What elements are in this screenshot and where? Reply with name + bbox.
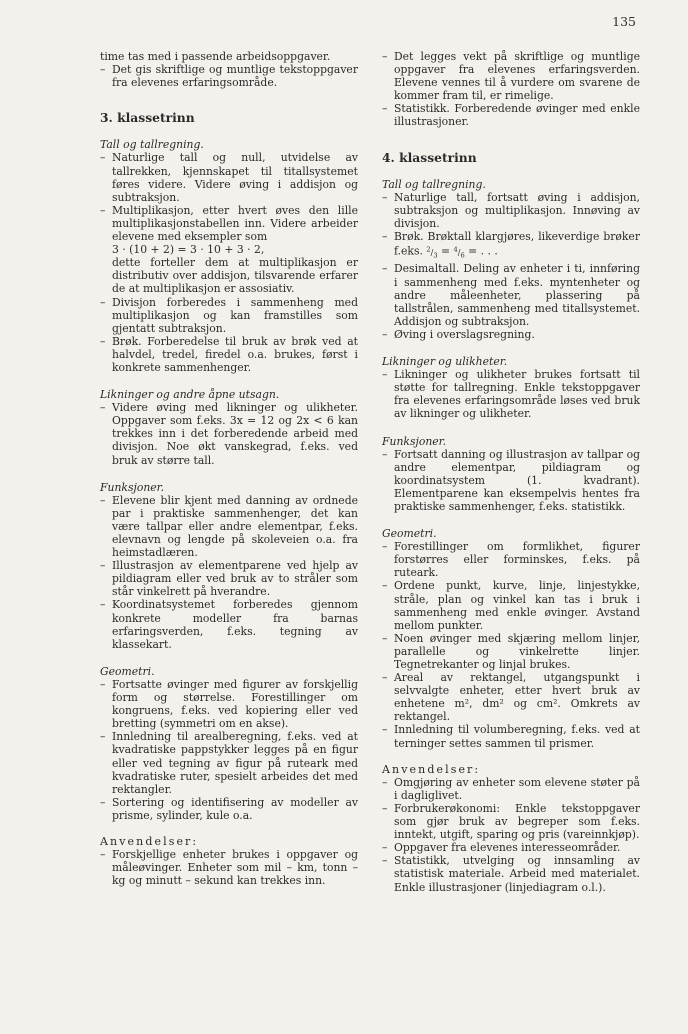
list-item: [100, 494, 358, 559]
list-item: [382, 632, 640, 671]
list-item-text: Innledning til arealberegning, f.eks. ved at kvadratiske pappstykker legges på en figur eller ved tegning av figur på ruteark med kvadratiske ruter, spesielt arbeides det med rektangler.: [112, 730, 358, 796]
dash-bullet: –: [382, 723, 388, 737]
subsection-title: Funksjoner.: [382, 434, 447, 448]
fraction-denominator: 3: [433, 251, 438, 260]
list-item: [100, 204, 358, 243]
list-item-text: Oppgaver fra elevenes interesseområder.: [394, 841, 621, 855]
list-item-text: Elevene blir kjent med danning av ordnede par i praktiske sammenhenger, det kan være tallpar eller andre elementpar, f.eks. elevnavn og lengde på skoleveien o.a. fra heimstadlæren.: [112, 493, 358, 560]
formula: 3 · (10 + 2) = 3 · 10 + 3 · 2,: [112, 243, 265, 257]
list-item: [382, 802, 640, 841]
section-label: Anvendelser:: [100, 834, 199, 848]
dash-bullet: –: [382, 801, 388, 815]
dash-bullet: –: [382, 841, 388, 855]
list-item: [382, 448, 640, 513]
list-item: [100, 559, 358, 598]
subsection-title: Tall og tallregning.: [100, 138, 204, 152]
dash-bullet: –: [382, 262, 388, 276]
fraction-numerator: 4: [453, 245, 458, 254]
list-item-text: Det legges vekt på skriftlige og muntlige oppgaver fra elevenes erfaringsverden. Elevene vennes til å vurdere om svarene de kommer fram til, er rimelige.: [394, 50, 640, 103]
dash-bullet: –: [382, 447, 388, 461]
list-item: [100, 730, 358, 795]
paragraph-text: dette forteller dem at multiplikasjon er distributiv over addisjon, tilsvarende erfarer de at multiplikasjon er assosiativ.: [112, 256, 358, 296]
list-item-text: Sortering og identifisering av modeller av prisme, sylinder, kule o.a.: [112, 795, 358, 822]
list-item: [100, 796, 358, 822]
list-item: [100, 63, 358, 89]
list-item: [382, 102, 640, 128]
list-item-text: Brøk. Brøktall klargjøres, likeverdige brøker f.eks.: [394, 230, 640, 258]
dash-bullet: –: [100, 677, 106, 691]
dash-bullet: –: [382, 327, 388, 341]
list-item-text: Desimaltall. Deling av enheter i ti, innføring i sammenheng med f.eks. myntenheter og andre måleenheter, plassering på tallstrålen, sammenheng med titallsystemet. Addisjon og subtraksjon.: [394, 262, 640, 328]
section-heading: 4. klassetrinn: [382, 149, 477, 165]
dash-bullet: –: [382, 775, 388, 789]
page-number: 135: [612, 14, 636, 29]
dash-bullet: –: [100, 295, 106, 309]
list-item: [382, 262, 640, 327]
section-heading: 3. klassetrinn: [100, 110, 195, 126]
list-item: [382, 50, 640, 102]
paragraph: [100, 256, 358, 295]
dash-bullet: –: [382, 854, 388, 868]
list-item: [100, 296, 358, 335]
list-item: [100, 598, 358, 650]
list-item-text: Fortsatt danning og illustrasjon av tallpar og andre elementpar, pildiagram og koordinatsystem (1. kvadrant). Elementparene kan eksempelvis hentes fra praktiske sammenhenger, f.eks. statistikk.: [394, 447, 640, 513]
list-item-text: Naturlige tall og null, utvidelse av tallrekken, kjennskapet til titallsystemet føres videre. Videre øving i addisjon og subtraksjon.: [112, 151, 358, 204]
subsection-title: Likninger og andre åpne utsagn.: [100, 388, 280, 402]
list-item: [382, 671, 640, 723]
list-item: [382, 841, 640, 854]
left-column: [100, 50, 358, 887]
list-item-tail: = . . .: [468, 244, 498, 258]
dash-bullet: –: [100, 334, 106, 348]
dash-bullet: –: [382, 368, 388, 382]
list-item-text: Forbrukerøkonomi: Enkle tekstoppgaver som gjør bruk av begreper som f.eks. inntekt, utgift, sparing og pris (vareinnkjøp).: [394, 801, 640, 842]
list-item-text: Øving i overslagsregning.: [394, 327, 535, 341]
paragraph: time tas med i passende arbeidsoppgaver.: [100, 50, 331, 63]
list-item: [382, 540, 640, 579]
list-item-text: Illustrasjon av elementparene ved hjelp av pildiagram eller ved bruk av to stråler som står vinkelrett på hverandre.: [112, 559, 358, 599]
subsection-title: Likninger og ulikheter.: [382, 355, 508, 369]
list-item: [100, 401, 358, 466]
list-item: [382, 368, 640, 420]
list-item-text: Brøk. Forberedelse til bruk av brøk ved at halvdel, tredel, firedel o.a. brukes, først i konkrete sammenhenger.: [112, 334, 358, 374]
dash-bullet: –: [100, 848, 106, 862]
list-item-text: Divisjon forberedes i sammenheng med multiplikasjon og kan framstilles som gjentatt subtraksjon.: [112, 295, 358, 335]
list-item-text: Ordene punkt, kurve, linje, linjestykke, stråle, plan og vinkel kan tas i bruk i sammenheng med enkle øvinger. Avstand mellom punkter.: [394, 579, 640, 632]
list-item: [382, 776, 640, 802]
dash-bullet: –: [100, 795, 106, 809]
list-item: [382, 191, 640, 230]
dash-bullet: –: [382, 190, 388, 204]
list-item: [382, 579, 640, 631]
list-item-text: Areal av rektangel, utgangspunkt i selvvalgte enheter, etter hvert bruk av enhetene m², dm² og cm². Omkrets av rektangel.: [394, 671, 640, 724]
subsection-title: Tall og tallregning.: [382, 177, 486, 191]
list-item-text: Innledning til volumberegning, f.eks. ved at terninger settes sammen til prismer.: [394, 723, 640, 750]
dash-bullet: –: [100, 559, 106, 573]
dash-bullet: –: [100, 401, 106, 415]
dash-bullet: –: [382, 50, 388, 63]
list-item: [382, 854, 640, 893]
subsection-title: Geometri.: [100, 664, 155, 678]
subsection-title: Funksjoner.: [100, 480, 165, 494]
list-item-text: Fortsatte øvinger med figurer av forskjellig form og størrelse. Forestillinger om kongruens, f.eks. ved kopiering eller ved bretting (symmetri om en akse).: [112, 677, 358, 731]
section-label: Anvendelser:: [382, 762, 481, 776]
dash-bullet: –: [100, 203, 106, 217]
dash-bullet: –: [382, 671, 388, 685]
dash-bullet: –: [100, 493, 106, 507]
dash-bullet: –: [100, 151, 106, 165]
fraction-numerator: 2: [426, 245, 431, 254]
list-item-text: Omgjøring av enheter som elevene støter på i dagliglivet.: [394, 775, 640, 802]
list-item: [382, 328, 640, 341]
list-item-text: Forskjellige enheter brukes i oppgaver og måleøvinger. Enheter som mil – km, tonn – kg og minutt – sekund kan trekkes inn.: [112, 848, 358, 888]
list-item: [100, 335, 358, 374]
list-item-text: Forestillinger om formlikhet, figurer forstørres eller forminskes, f.eks. på ruteark.: [394, 540, 640, 580]
list-item-text: Multiplikasjon, etter hvert øves den lille multiplikasjonstabellen inn. Videre arbeider elevene med eksempler som: [112, 203, 358, 244]
list-item-text: Koordinatsystemet forberedes gjennom konkrete modeller fra barnas erfaringsverden, f.eks. tegning av klassekart.: [112, 598, 358, 651]
dash-bullet: –: [382, 631, 388, 645]
list-item: [100, 151, 358, 203]
list-item: – Brøk. Brøktall klargjøres, likeverdige brøker f.eks. $^2/_3 = ^4/_6$ = . . .: [382, 230, 640, 260]
dash-bullet: –: [100, 598, 106, 612]
dash-bullet: –: [382, 540, 388, 554]
dash-bullet: –: [100, 63, 106, 77]
fraction: $^2/_3$: [426, 245, 438, 260]
subsection-title: Geometri.: [382, 527, 437, 541]
list-item-text: Naturlige tall, fortsatt øving i addisjon, subtraksjon og multiplikasjon. Innøving av divisjon.: [394, 190, 640, 230]
list-item: [100, 678, 358, 730]
list-item: [382, 723, 640, 749]
fraction: $^4/_6$: [453, 245, 465, 260]
list-item-text: Statistikk. Forberedende øvinger med enkle illustrasjoner.: [394, 102, 640, 129]
list-item-text: Videre øving med likninger og ulikheter. Oppgaver som f.eks. 3x = 12 og 2x < 6 kan trekkes inn i det forberedende arbeid med divisjon. Noe økt vanskegrad, f.eks. ved bruk av større tall.: [112, 401, 358, 467]
dash-bullet: –: [382, 579, 388, 593]
dash-bullet: –: [100, 730, 106, 744]
right-column: [382, 50, 640, 894]
list-item-text: Statistikk, utvelging og innsamling av statistisk materiale. Arbeid med materialet. Enkle illustrasjoner (linjediagram o.l.).: [394, 854, 640, 894]
list-item-text: Det gis skriftlige og muntlige tekstoppgaver fra elevenes erfaringsområde.: [112, 63, 358, 90]
dash-bullet: –: [382, 230, 388, 244]
list-item: [100, 848, 358, 887]
list-item-text: Noen øvinger med skjæring mellom linjer, parallelle og vinkelrette linjer. Tegnetrekanter og linjal brukes.: [394, 631, 640, 671]
list-item-text: Likninger og ulikheter brukes fortsatt til støtte for tallregning. Enkle tekstoppgaver fra elevenes erfaringsområde løses ved bruk av likninger og ulikheter.: [394, 368, 640, 421]
dash-bullet: –: [382, 102, 388, 116]
fraction-denominator: 6: [460, 251, 465, 260]
